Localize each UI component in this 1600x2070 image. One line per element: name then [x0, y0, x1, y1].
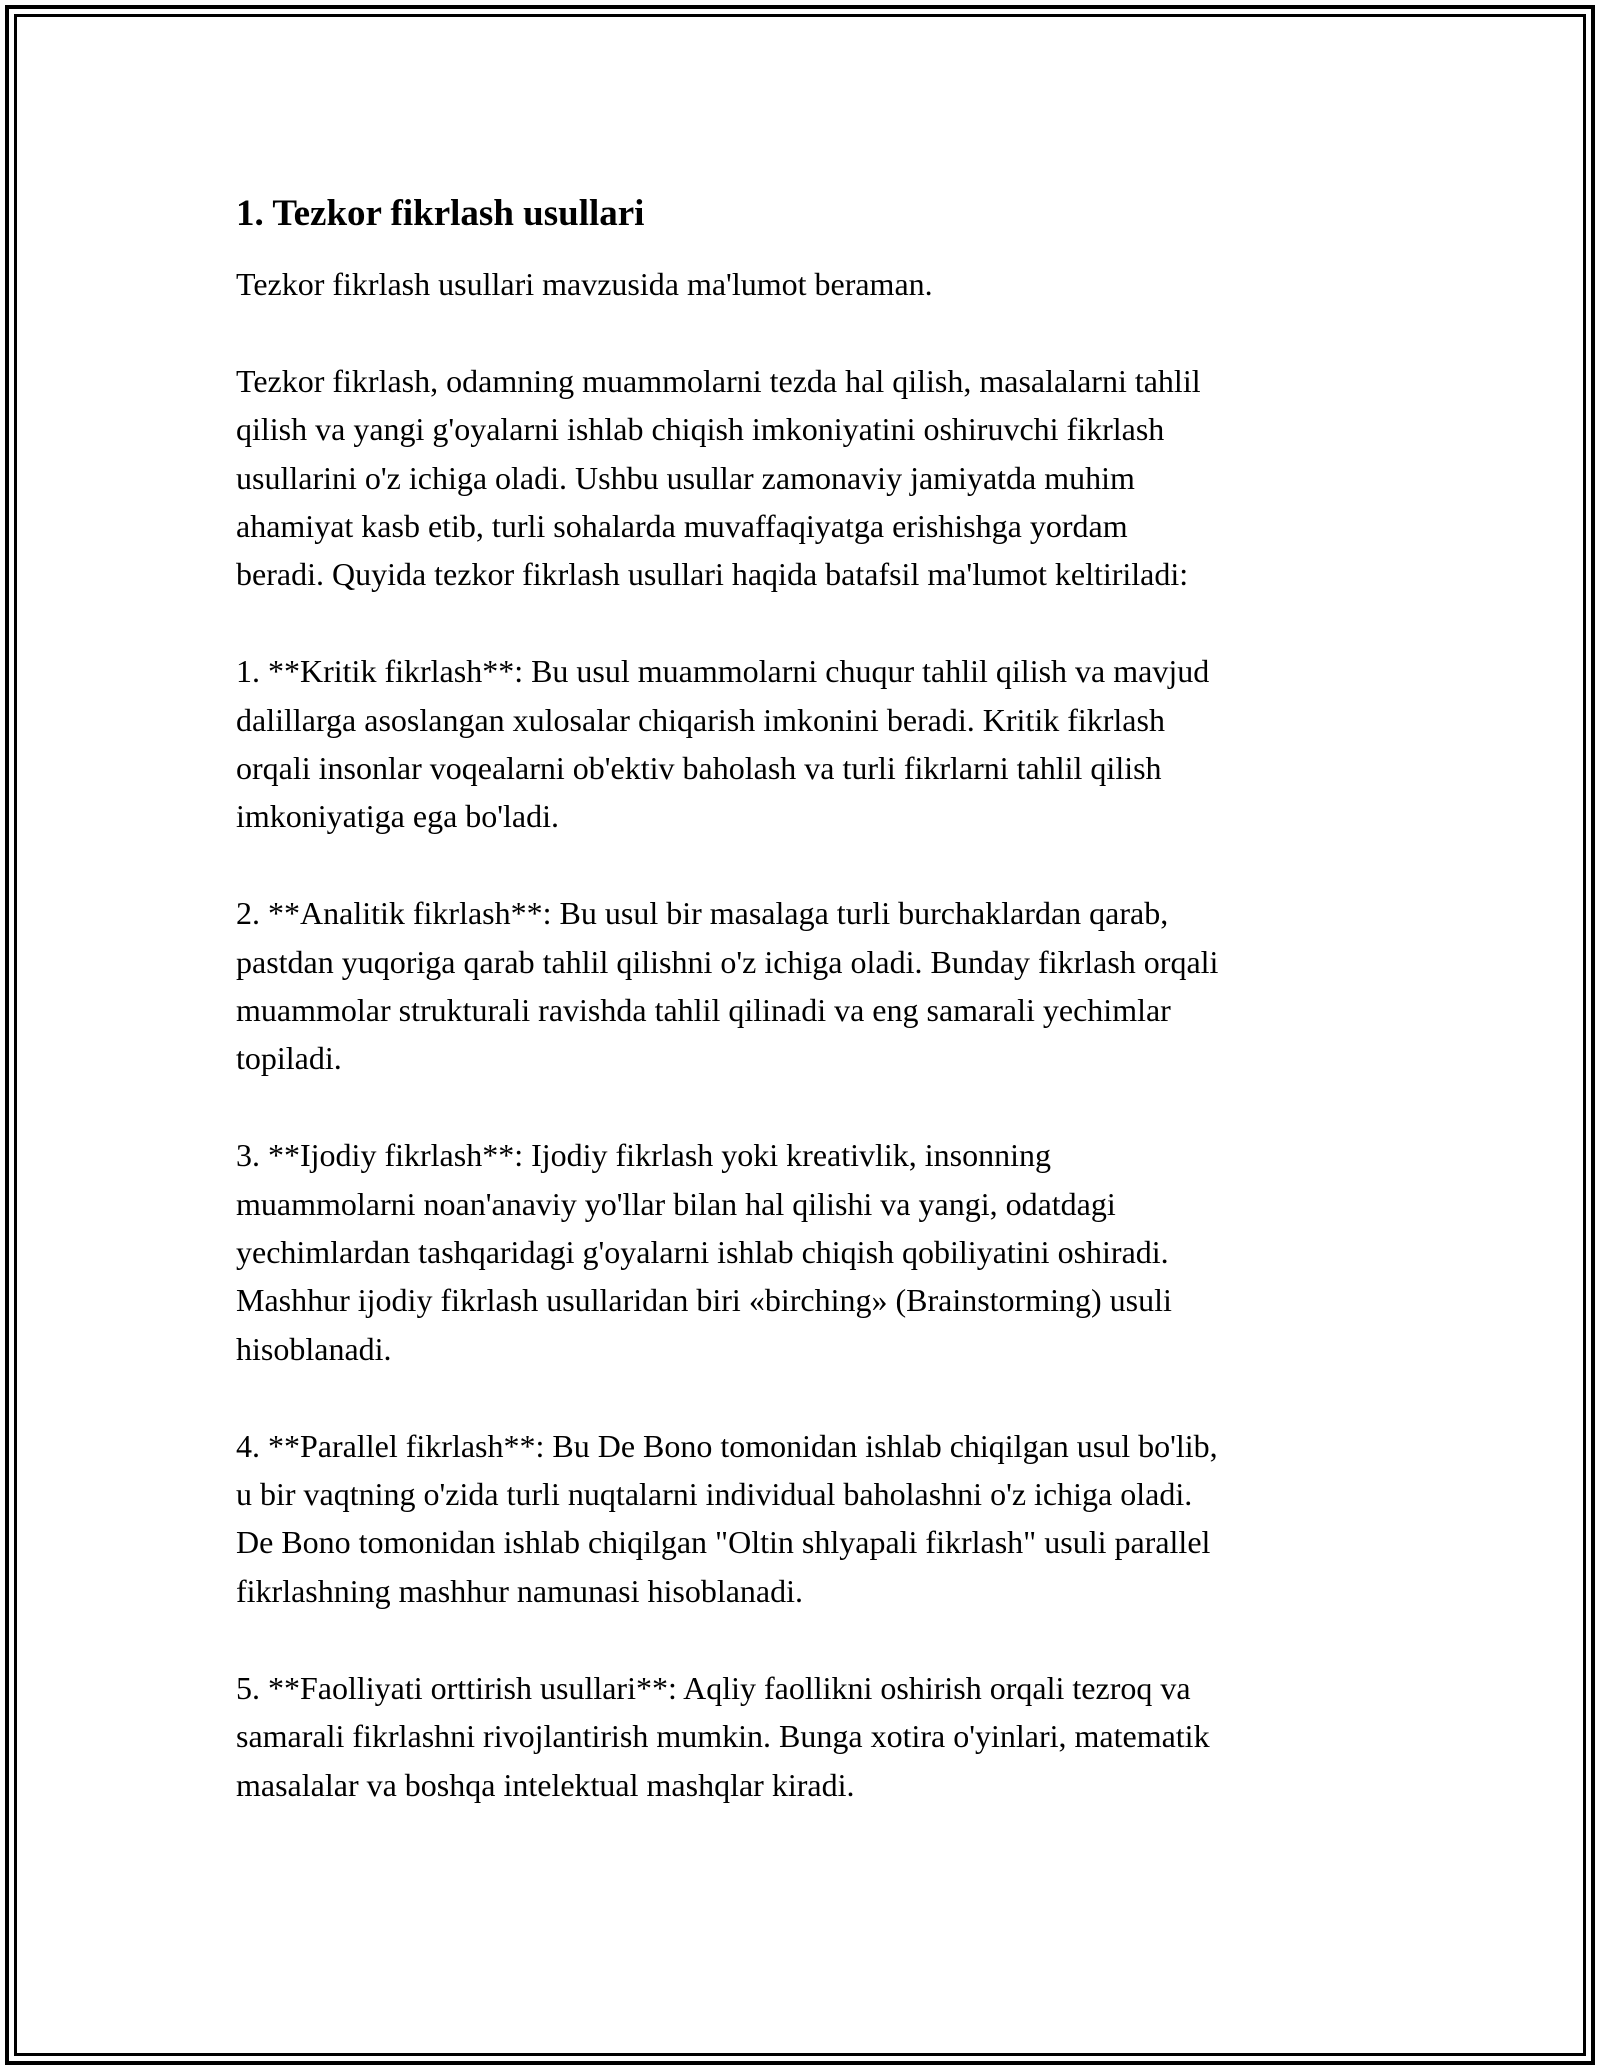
list-item-critical-thinking: 1. **Kritik fikrlash**: Bu usul muammolarni chuqur tahlil qilish va mavjud dalillarga asoslangan xulosalar chiqarish imkonini beradi. Kritik fikrlash orqali insonlar voqealarni ob'ektiv baholash va turli fikrlarni tahlil qilish imkoniyatiga ega bo'ladi. [236, 653, 1210, 835]
overview-paragraph: Tezkor fikrlash, odamning muammolarni tezda hal qilish, masalalarni tahlil qilish va yangi g'oyalarni ishlab chiqish imkoniyatini oshiruvchi fikrlash usullarini o'z ichiga oladi. Ushbu usullar zamonaviy jamiyatda muhim ahamiyat kasb etib, turli sohalarda muvaffaqiyatga erishishga yordam beradi. Quyida tezkor fikrlash usullari haqida batafsil ma'lumot keltiriladi: [236, 362, 1201, 593]
intro-paragraph: Tezkor fikrlash usullari mavzusida ma'lumot beraman. [236, 266, 933, 302]
list-item-activity-boosting: 5. **Faolliyati orttirish usullari**: Aqliy faollikni oshirish orqali tezroq va samarali fikrlashni rivojlantirish mumkin. Bunga xotira o'yinlari, matematik masalalar va boshqa intelektual mashqlar kiradi. [236, 1669, 1210, 1803]
list-item-parallel-thinking: 4. **Parallel fikrlash**: Bu De Bono tomonidan ishlab chiqilgan usul bo'lib, u bir vaqtning o'zida turli nuqtalarni individual baholashni o'z ichiga oladi. De Bono tomonidan ishlab chiqilgan "Oltin shlyapali fikrlash" usuli parallel fikrlashning mashhur namunasi hisoblanadi. [236, 1427, 1218, 1609]
list-item-creative-thinking: 3. **Ijodiy fikrlash**: Ijodiy fikrlash yoki kreativlik, insonning muammolarni noan'anaviy yo'llar bilan hal qilishi va yangi, odatdagi yechimlardan tashqaridagi g'oyalarni ishlab chiqish qobiliyatini oshiradi. Mashhur ijodiy fikrlash usullaridan biri «birching» (Brainstorming) usuli hisoblanadi. [236, 1137, 1172, 1367]
document-body [236, 190, 1366, 1809]
document-title: 1. Tezkor fikrlash usullari [236, 193, 645, 234]
list-item-analytical-thinking: 2. **Analitik fikrlash**: Bu usul bir masalaga turli burchaklardan qarab, pastdan yuqoriga qarab tahlil qilishni o'z ichiga oladi. Bunday fikrlash orqali muammolar strukturali ravishda tahlil qilinadi va eng samarali yechimlar topiladi. [236, 895, 1219, 1077]
